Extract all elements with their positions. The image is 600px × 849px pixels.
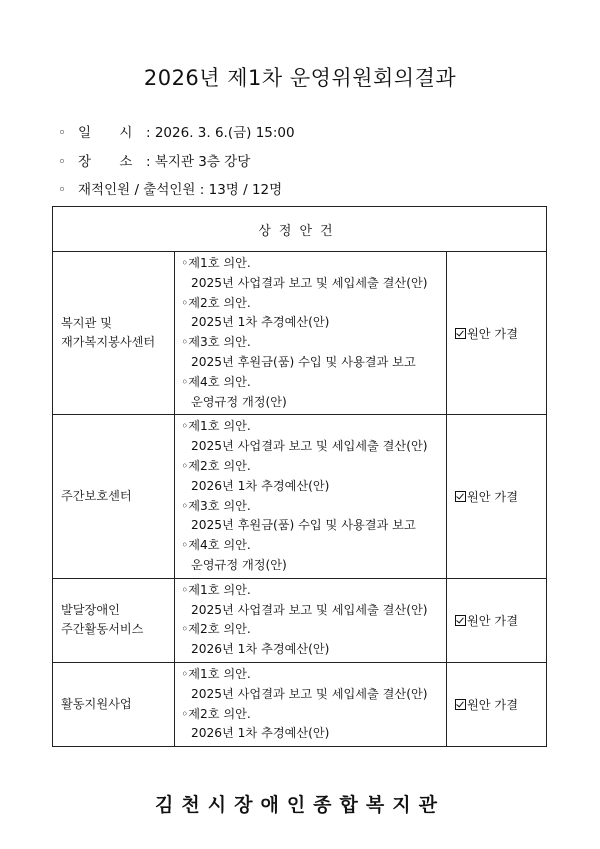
result-cell: [447, 415, 547, 578]
org-line: 활동지원사업: [61, 697, 132, 712]
info-label-date: 일 시: [78, 125, 145, 141]
item-desc: 2025년 사업결과 보고 및 세입세출 결산(안): [191, 602, 428, 617]
org-cell: [53, 662, 175, 746]
org-cell: [53, 415, 175, 578]
item-desc: 운영규정 개정(안): [191, 557, 287, 572]
info-attendance: [58, 178, 282, 198]
checkbox-checked-icon: [455, 615, 466, 626]
org-line: 복지관 및: [61, 316, 112, 331]
info-bullet: ◦: [58, 154, 66, 170]
item-number: ◦제2호 의안.: [181, 295, 251, 310]
org-line: 발달장애인: [61, 603, 120, 618]
info-value-attendance: : 13명 / 12명: [199, 182, 283, 198]
item-number: ◦제1호 의안.: [181, 666, 251, 681]
items-cell: [175, 662, 447, 746]
items-cell: [175, 415, 447, 578]
info-place: [58, 150, 250, 170]
item-desc: 2025년 사업결과 보고 및 세입세출 결산(안): [191, 275, 428, 290]
table-row: [53, 252, 547, 415]
org-line: 재가복지봉사센터: [61, 335, 156, 350]
item-desc: 운영규정 개정(안): [191, 394, 287, 409]
info-value-place: : 복지관 3층 강당: [146, 154, 251, 170]
org-line: 주간보호센터: [61, 489, 132, 504]
item-desc: 2025년 1차 추경예산(안): [191, 315, 330, 330]
item-number: ◦제3호 의안.: [181, 498, 251, 513]
table-header: 상정안건: [53, 207, 547, 252]
info-label-place: 장 소: [78, 154, 145, 170]
item-desc: 2025년 사업결과 보고 및 세입세출 결산(안): [191, 686, 428, 701]
items-cell: [175, 252, 447, 415]
org-cell: [53, 578, 175, 662]
info-label-attendance: 재적인원 / 출석인원: [78, 182, 196, 198]
result-text: 원안 가결: [467, 326, 518, 341]
info-date: [58, 121, 295, 141]
item-desc: 2025년 후원금(품) 수입 및 사용결과 보고: [191, 518, 416, 533]
item-desc: 2025년 사업결과 보고 및 세입세출 결산(안): [191, 439, 428, 454]
checkbox-checked-icon: [455, 699, 466, 710]
org-line: 주간활동서비스: [61, 622, 144, 637]
item-number: ◦제1호 의안.: [181, 582, 251, 597]
item-desc: 2025년 후원금(품) 수입 및 사용결과 보고: [191, 354, 416, 369]
result-text: 원안 가결: [467, 698, 518, 713]
item-number: ◦제2호 의안.: [181, 622, 251, 637]
result-text: 원안 가결: [467, 613, 518, 628]
table-row: [53, 578, 547, 662]
item-desc: 2026년 1차 추경예산(안): [191, 726, 330, 741]
table-row: [53, 662, 547, 746]
table-row: [53, 415, 547, 578]
item-desc: 2026년 1차 추경예산(안): [191, 478, 330, 493]
table-header-row: [53, 207, 547, 252]
items-cell: [175, 578, 447, 662]
result-cell: [447, 662, 547, 746]
page-title: 2026년 제1차 운영위원회의결과: [143, 66, 457, 90]
info-bullet: ◦: [58, 125, 66, 141]
info-value-date: : 2026. 3. 6.(금) 15:00: [146, 125, 295, 141]
org-cell: [53, 252, 175, 415]
item-number: ◦제3호 의안.: [181, 335, 251, 350]
organization-footer: 김천시장애인종합복지관: [155, 794, 445, 816]
item-number: ◦제1호 의안.: [181, 256, 251, 270]
item-number: ◦제4호 의안.: [181, 374, 251, 389]
item-number: ◦제1호 의안.: [181, 419, 251, 434]
info-bullet: ◦: [58, 182, 66, 198]
item-number: ◦제4호 의안.: [181, 538, 251, 553]
item-number: ◦제2호 의안.: [181, 706, 251, 721]
result-cell: [447, 578, 547, 662]
result-text: 원안 가결: [467, 490, 518, 505]
item-desc: 2026년 1차 추경예산(안): [191, 642, 330, 657]
agenda-table: [52, 206, 547, 747]
checkbox-checked-icon: [455, 328, 466, 339]
checkbox-checked-icon: [455, 491, 466, 502]
result-cell: [447, 252, 547, 415]
item-number: ◦제2호 의안.: [181, 458, 251, 473]
